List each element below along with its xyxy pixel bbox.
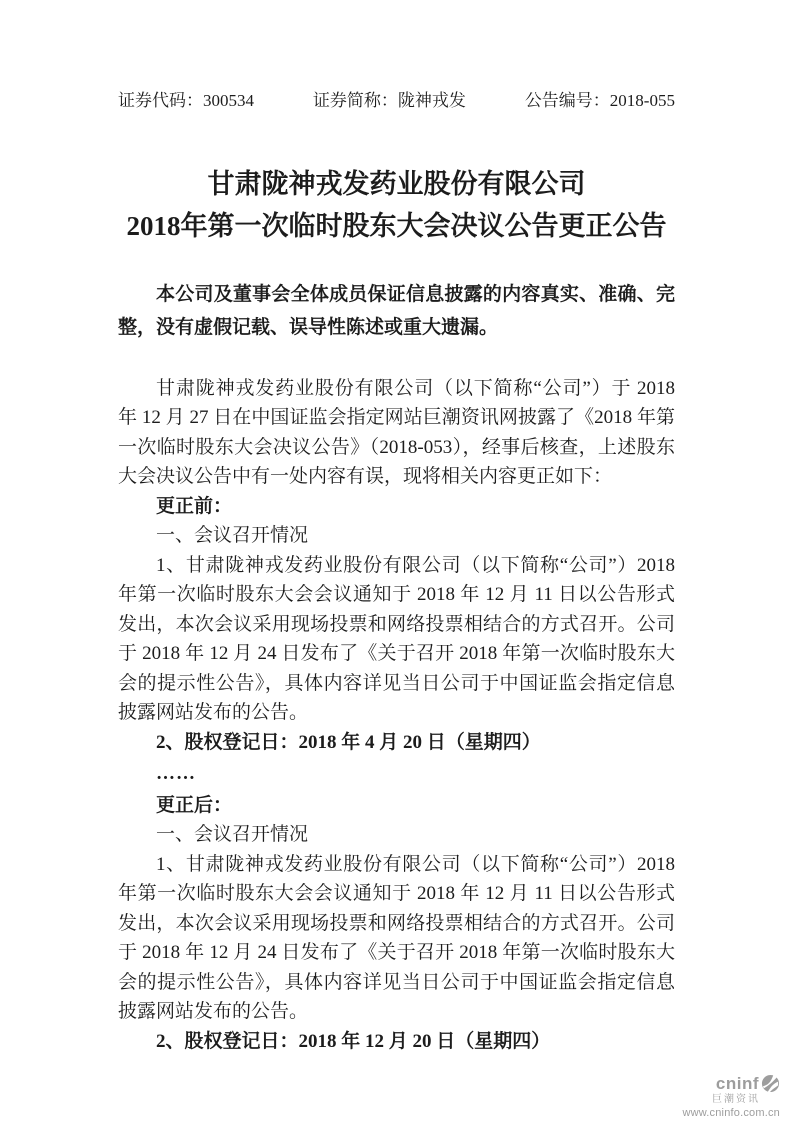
announcement-number: 公告编号：2018-055: [524, 91, 675, 110]
before-item-2-record-date: 2、股权登记日：2018 年 4 月 20 日（星期四）: [156, 731, 541, 753]
after-section-title: 一、会议召开情况: [156, 824, 309, 846]
before-section-title: 一、会议召开情况: [156, 525, 309, 547]
document-title-line2: 2018年第一次临时股东大会决议公告更正公告: [126, 210, 667, 241]
stock-code: 证券代码：300534: [118, 91, 254, 110]
cninfo-url: www.cninfo.com.cn: [682, 1107, 780, 1119]
cninfo-watermark: [682, 1074, 780, 1119]
after-item-2-record-date: 2、股权登记日：2018 年 12 月 20 日（星期四）: [156, 1030, 551, 1052]
cninfo-swirl-icon: [761, 1074, 780, 1093]
stock-short-name: 证券简称：陇神戎发: [312, 91, 466, 110]
omission-ellipsis: ……: [156, 763, 196, 785]
document-title-line1: 甘肃陇神戎发药业股份有限公司: [207, 168, 586, 199]
disclaimer-statement: 本公司及董事会全体成员保证信息披露的内容真实、准确、完整，没有虚假记载、误导性陈述或重大遗漏。: [118, 283, 675, 338]
document-body: [118, 374, 675, 1057]
document-title: [118, 163, 675, 247]
intro-paragraph: 甘肃陇神戎发药业股份有限公司（以下简称“公司”）于 2018 年 12 月 27 日在中国证监会指定网站巨潮资讯网披露了《2018 年第一次临时股东大会决议公告》（2018-053），经事后核查，上述股东大会决议公告中有一处内容有误，现将相关内容更正如下：: [118, 377, 675, 488]
before-correction-heading: 更正前：: [156, 495, 233, 517]
after-correction-heading: 更正后：: [156, 794, 233, 816]
before-item-1: 1、甘肃陇神戎发药业股份有限公司（以下简称“公司”）2018 年第一次临时股东大会会议通知于 2018 年 12 月 11 日以公告形式发出，本次会议采用现场投票和网络投票相结合的方式召开。公司于 2018 年 12 月 24 日发布了《关于召开 2018 年第一次临时股东大会的提示性公告》，具体内容详见当日公司于中国证监会指定信息披露网站发布的公告。: [118, 554, 675, 724]
cninfo-site-name: 巨潮资讯: [712, 1094, 760, 1105]
after-item-1: 1、甘肃陇神戎发药业股份有限公司（以下简称“公司”）2018 年第一次临时股东大会会议通知于 2018 年 12 月 11 日以公告形式发出，本次会议采用现场投票和网络投票相结合的方式召开。公司于 2018 年 12 月 24 日发布了《关于召开 2018 年第一次临时股东大会的提示性公告》，具体内容详见当日公司于中国证监会指定信息披露网站发布的公告。: [118, 853, 675, 1023]
cninfo-brand-text: cninf: [715, 1074, 759, 1093]
document-header: [118, 92, 675, 111]
